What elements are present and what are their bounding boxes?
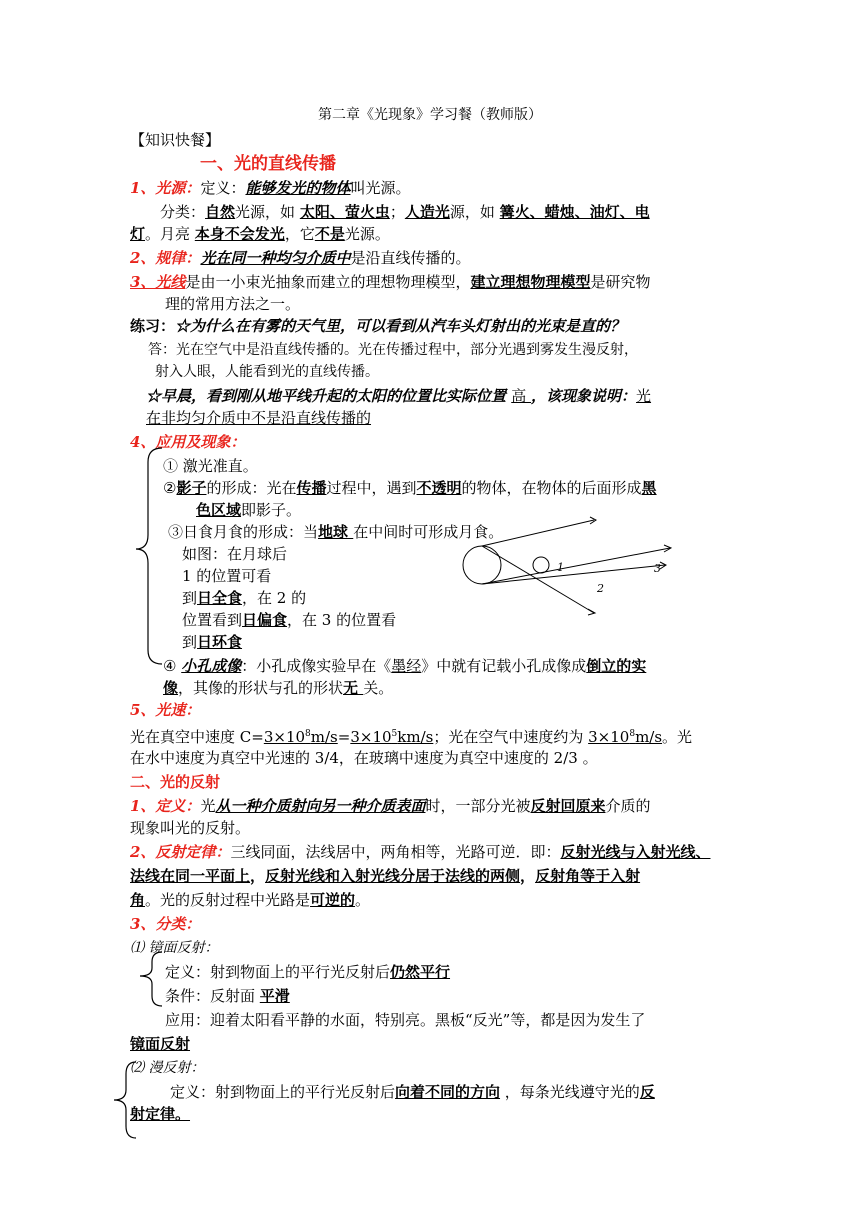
speed-text-1: 光在真空中速度 $C=3\times 10^8m/s=3\times 10^5km/s$；光在空气中速度约为 $3\times 10^8m/s$。光 — [130, 728, 693, 746]
app-eclipse: ③日食月食的形成：当地球 在中间时可形成月食。 — [168, 523, 504, 541]
exercise-answer-1b: 射入人眼，人能看到光的直线传播。 — [155, 364, 379, 380]
eclipse-text-2: 1 的位置可看 — [182, 567, 272, 585]
section-tag: 【知识快餐】 — [130, 131, 221, 149]
brace-mirror — [140, 952, 162, 1006]
item-light-source: 1、光源：定义：能够发光的物体叫光源。 — [130, 179, 411, 197]
eclipse-text-1: 如图：在月球后 — [182, 545, 288, 563]
label-2: 2 — [597, 582, 604, 595]
exercise-answer-1: 答：光在空气中是沿直线传播的。光在传播过程中，部分光遇到雾发生漫反射， — [148, 342, 638, 358]
reflection-law-2: 法线在同一平面上，反射光线和入射光线分居于法线的两侧，反射角等于入射 — [130, 867, 641, 885]
reflection-law-3: 角。光的反射过程中光路是可逆的。 — [130, 891, 371, 909]
mirror-reflection-heading: ⑴ 镜面反射： — [130, 940, 219, 956]
item-speed: 5、光速： — [130, 701, 201, 719]
doc-title: 第二章《光现象》学习餐（教师版） — [318, 107, 542, 123]
item-applications: 4、应用及现象： — [130, 433, 246, 451]
mirror-application-2: 镜面反射 — [130, 1035, 191, 1053]
reflection-definition-2: 现象叫光的反射。 — [130, 819, 251, 837]
item-law: 2、规律：光在同一种均匀介质中是沿直线传播的。 — [130, 249, 471, 267]
classification-line: 分类：自然光源，如 太阳、萤火虫；人造光源，如 篝火、蜡烛、油灯、电 — [160, 203, 650, 221]
eclipse-text-4: 位置看到日偏食，在 3 的位置看 — [182, 611, 397, 629]
app-laser: ① 激光准直。 — [163, 457, 258, 475]
exercise-question-2: ☆早晨，看到刚从地平线升起的太阳的位置比实际位置 高 ，该现象说明：光 — [146, 387, 652, 405]
diffuse-reflection-heading: ⑵ 漫反射： — [130, 1060, 205, 1076]
reflection-law: 2、反射定律：三线同面，法线居中，两角相等，光路可逆．即：反射光线与入射光线、 — [130, 843, 711, 861]
diffuse-def: 定义：射到物面上的平行光反射后向着不同的方向 ，每条光线遵守光的反 — [170, 1083, 655, 1101]
eclipse-diagram — [463, 517, 671, 615]
brace-applications — [136, 448, 162, 664]
diffuse-def-2: 射定律。 — [130, 1105, 191, 1123]
mirror-condition: 条件：反射面 平滑 — [165, 987, 290, 1005]
app-shadow-2: 色区域即影子。 — [196, 501, 302, 519]
app-pinhole-2: 像，其像的形状与孔的形状无 关。 — [163, 679, 394, 697]
sun-circle — [463, 546, 501, 584]
item-ray-cont: 理的常用方法之一。 — [165, 295, 301, 313]
classification-line-2: 灯。月亮 本身不会发光，它不是光源。 — [130, 225, 390, 243]
mirror-application: 应用：迎着太阳看平静的水面，特别亮。黑板“反光”等，都是因为发生了 — [165, 1011, 646, 1029]
eclipse-text-5: 到日环食 — [182, 633, 243, 651]
label-3: 3 — [654, 562, 661, 575]
reflection-types: 3、分类： — [130, 915, 201, 933]
brace-diffuse — [114, 1062, 136, 1138]
speed-text-2: 在水中速度为真空中光速的 3/4，在玻璃中速度为真空中速度的 2/3 。 — [130, 749, 598, 767]
exercise-question-1: 练习：☆为什么在有雾的天气里，可以看到从汽车头灯射出的光束是直的？ — [130, 317, 626, 335]
heading-2: 二、光的反射 — [130, 773, 221, 791]
eclipse-text-3: 到日全食，在 2 的 — [182, 589, 307, 607]
label-1: 1 — [557, 561, 564, 574]
moon-circle — [533, 557, 549, 573]
mirror-def: 定义：射到物面上的平行光反射后仍然平行 — [165, 963, 451, 981]
item-ray: 3、光线是由一小束光抽象而建立的理想物理模型，建立理想物理模型是研究物 — [130, 273, 651, 291]
app-shadow: ②影子的形成：光在传播过程中，遇到不透明的物体，在物体的后面形成黑 — [163, 479, 657, 497]
heading-1: 一、光的直线传播 — [200, 154, 336, 174]
app-pinhole: ④ 小孔成像：小孔成像实验早在《墨经》中就有记载小孔成像成倒立的实 — [163, 657, 647, 675]
exercise-question-2b: 在非均匀介质中不是沿直线传播的 — [146, 409, 372, 427]
reflection-definition: 1、定义：光从一种介质射向另一种介质表面时，一部分光被反射回原来介质的 — [130, 797, 651, 815]
